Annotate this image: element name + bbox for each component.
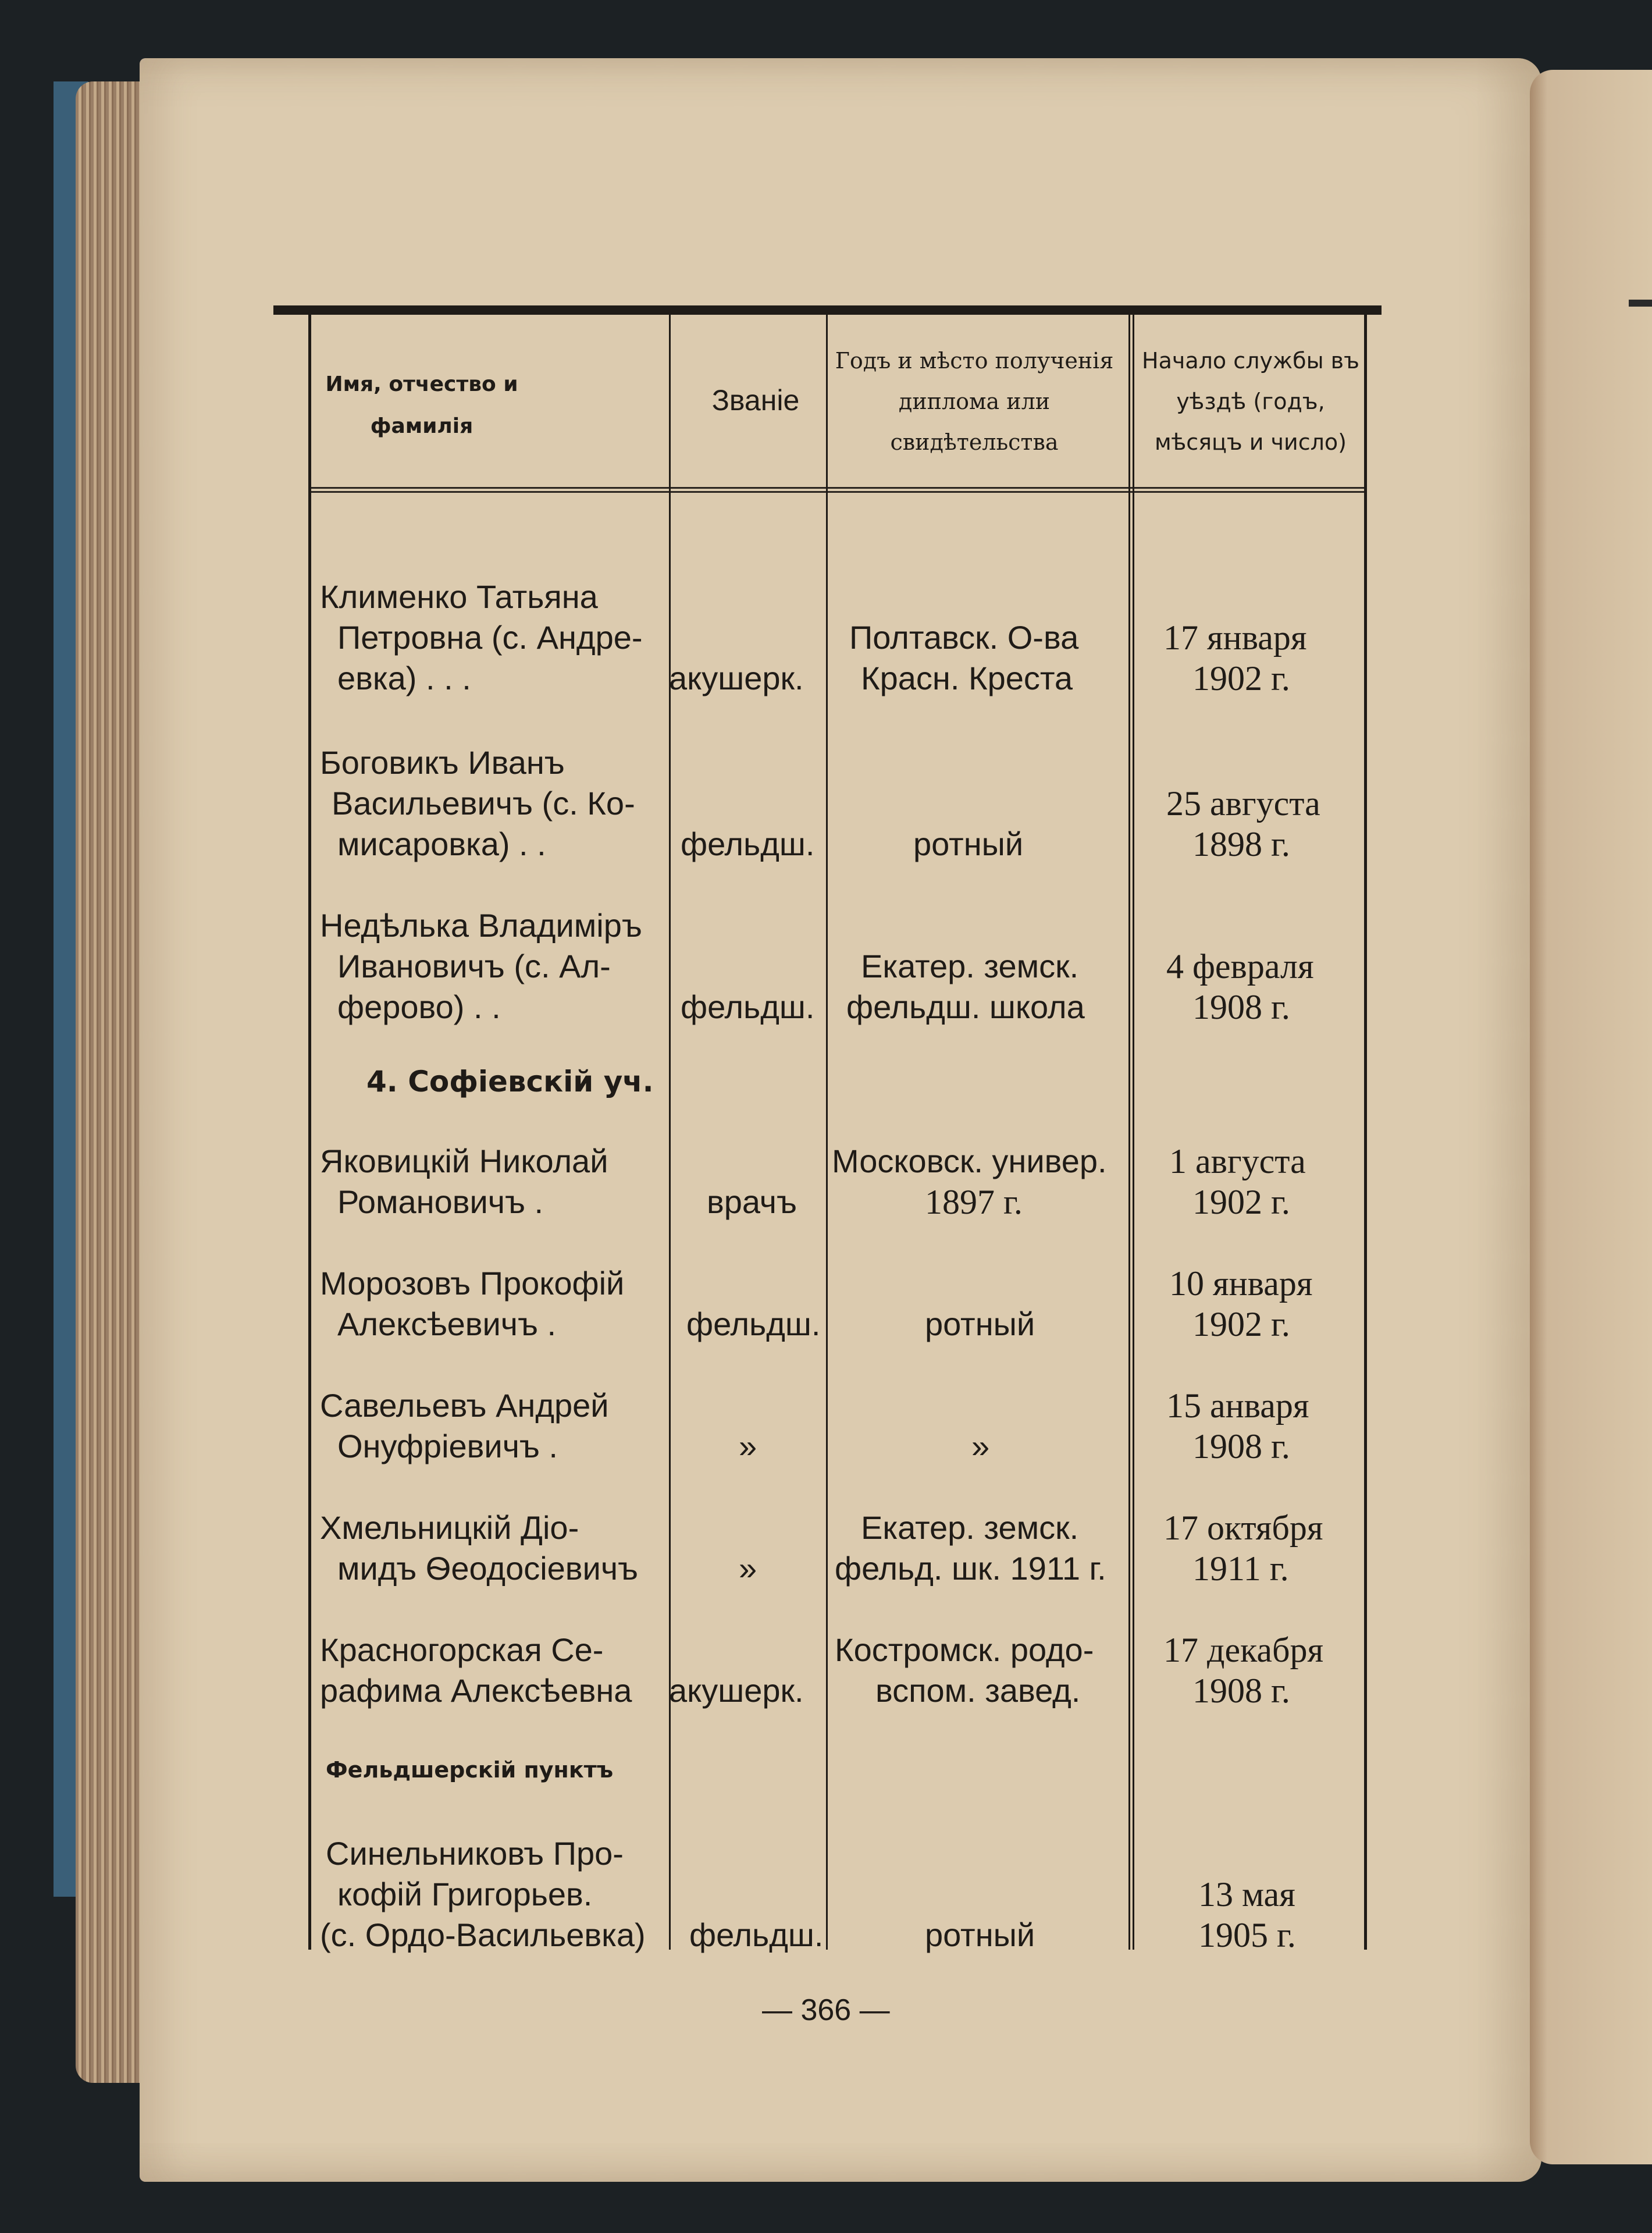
row1-start-line2: 1902 г. — [1192, 659, 1290, 698]
row7-diploma-line1: Екатер. земск. — [861, 1509, 1079, 1546]
row7-diploma-line2: фельд. шк. 1911 г. — [835, 1550, 1106, 1587]
row7-name-line2: мидъ Ѳеодосіевичъ — [337, 1550, 639, 1587]
facing-page-rule — [1629, 300, 1652, 307]
row9-start-line1: 13 мая — [1198, 1875, 1295, 1914]
row3-name-line3: ферово) . . — [337, 989, 501, 1025]
row1-name-line2: Петровна (с. Андре- — [337, 619, 643, 656]
row2-start-line1: 25 августа — [1166, 784, 1320, 823]
header-name: Имя, отчество и фамилія — [325, 372, 518, 438]
facing-page — [1530, 70, 1652, 2164]
column-divider-2 — [826, 315, 828, 1950]
row7-start-line2: 1911 г. — [1192, 1549, 1289, 1588]
row3-name-line1: Недѣлька Владиміръ — [320, 907, 642, 944]
row4-start-line1: 1 августа — [1169, 1142, 1306, 1180]
table-top-rule — [273, 305, 1382, 315]
row9-start-line2: 1905 г. — [1198, 1916, 1296, 1954]
row6-name-line2: Онуфріевичъ . — [337, 1428, 558, 1464]
row9-name-line2: кофій Григорьев. — [337, 1876, 593, 1912]
page-number: — 366 — — [762, 1993, 890, 2027]
header-diploma: Годъ и мѣсто полученія диплома или свидѣтельства — [835, 348, 1114, 455]
row7-name-line1: Хмельницкій Діо- — [320, 1509, 579, 1546]
header-double-rule — [311, 487, 1367, 493]
row3-diploma-line1: Екатер. земск. — [861, 948, 1079, 984]
row2-name-line1: Боговикъ Иванъ — [320, 744, 565, 781]
staff-table — [268, 305, 1367, 1952]
row2-name-line2: Васильевичъ (с. Ко- — [332, 785, 635, 822]
row5-title: фельдш. — [686, 1306, 821, 1342]
row3-name-line2: Ивановичъ (с. Ал- — [337, 948, 611, 984]
row1-start-line1: 17 января — [1163, 618, 1307, 657]
row4-diploma-line2: 1897 г. — [925, 1183, 1023, 1221]
column-divider-3b — [1133, 315, 1134, 1950]
row9-name-line3: (с. Ордо-Васильевка) — [320, 1916, 646, 1953]
row6-name-line1: Савельевъ Андрей — [320, 1387, 609, 1424]
row7-start-line1: 17 октября — [1163, 1509, 1323, 1547]
row2-name-line3: мисаровка) . . — [337, 826, 546, 862]
row3-diploma-line2: фельдш. школа — [846, 989, 1085, 1025]
section-feldsher-point-heading: Фельдшерскій пунктъ — [326, 1757, 614, 1783]
row5-start-line1: 10 января — [1169, 1264, 1313, 1303]
row4-title: врачъ — [707, 1183, 797, 1220]
row1-title: акушерк. — [669, 660, 804, 696]
row9-name-line1: Синельниковъ Про- — [326, 1835, 624, 1872]
row4-name-line1: Яковицкій Николай — [320, 1143, 608, 1179]
row4-start-line2: 1902 г. — [1192, 1183, 1290, 1221]
row8-title: акушерк. — [669, 1672, 804, 1709]
row9-diploma-line1: ротный — [925, 1916, 1035, 1953]
header-title: Званіе — [711, 384, 800, 417]
row5-name-line2: Алексѣевичъ . — [337, 1306, 557, 1342]
row7-title: » — [739, 1550, 757, 1587]
row3-title: фельдш. — [681, 989, 815, 1025]
row6-diploma-line1: » — [971, 1428, 990, 1464]
row5-name-line1: Морозовъ Прокофій — [320, 1265, 625, 1302]
row2-title: фельдш. — [681, 826, 815, 862]
row6-start-line1: 15 анваря — [1166, 1386, 1309, 1425]
row9-title: фельдш. — [689, 1916, 824, 1953]
row3-start-line2: 1908 г. — [1192, 988, 1290, 1026]
row1-diploma-line1: Полтавск. О-ва — [849, 619, 1079, 656]
row8-start-line1: 17 декабря — [1163, 1631, 1324, 1669]
row2-start-line2: 1898 г. — [1192, 825, 1290, 863]
row6-start-line2: 1908 г. — [1192, 1427, 1290, 1466]
row2-diploma-line1: ротный — [913, 826, 1024, 862]
row5-diploma-line1: ротный — [925, 1306, 1035, 1342]
row5-start-line2: 1902 г. — [1192, 1305, 1290, 1343]
row1-diploma-line2: Красн. Креста — [861, 660, 1073, 696]
row1-name-line1: Клименко Татьяна — [320, 578, 598, 615]
section-sofievsky-heading: 4. Софіевскій уч. — [366, 1065, 654, 1098]
row8-diploma-line2: вспом. завед. — [875, 1672, 1081, 1709]
column-divider-3 — [1128, 315, 1130, 1950]
row8-diploma-line1: Костромск. родо- — [835, 1631, 1094, 1668]
table-right-border — [1364, 315, 1367, 1950]
row8-start-line2: 1908 г. — [1192, 1672, 1290, 1710]
row4-name-line2: Романовичъ . — [337, 1183, 544, 1220]
row8-name-line2: рафима Алексѣевна — [320, 1672, 632, 1709]
row4-diploma-line1: Московск. универ. — [832, 1143, 1107, 1179]
row1-name-line3: евка) . . . — [337, 660, 471, 696]
row6-title: » — [739, 1428, 757, 1464]
header-start: Начало службы въ уѣздѣ (годъ, мѣсяцъ и число) — [1142, 348, 1359, 455]
row8-name-line1: Красногорская Се- — [320, 1631, 604, 1668]
row3-start-line1: 4 февраля — [1166, 947, 1314, 986]
table-left-border — [308, 315, 311, 1950]
